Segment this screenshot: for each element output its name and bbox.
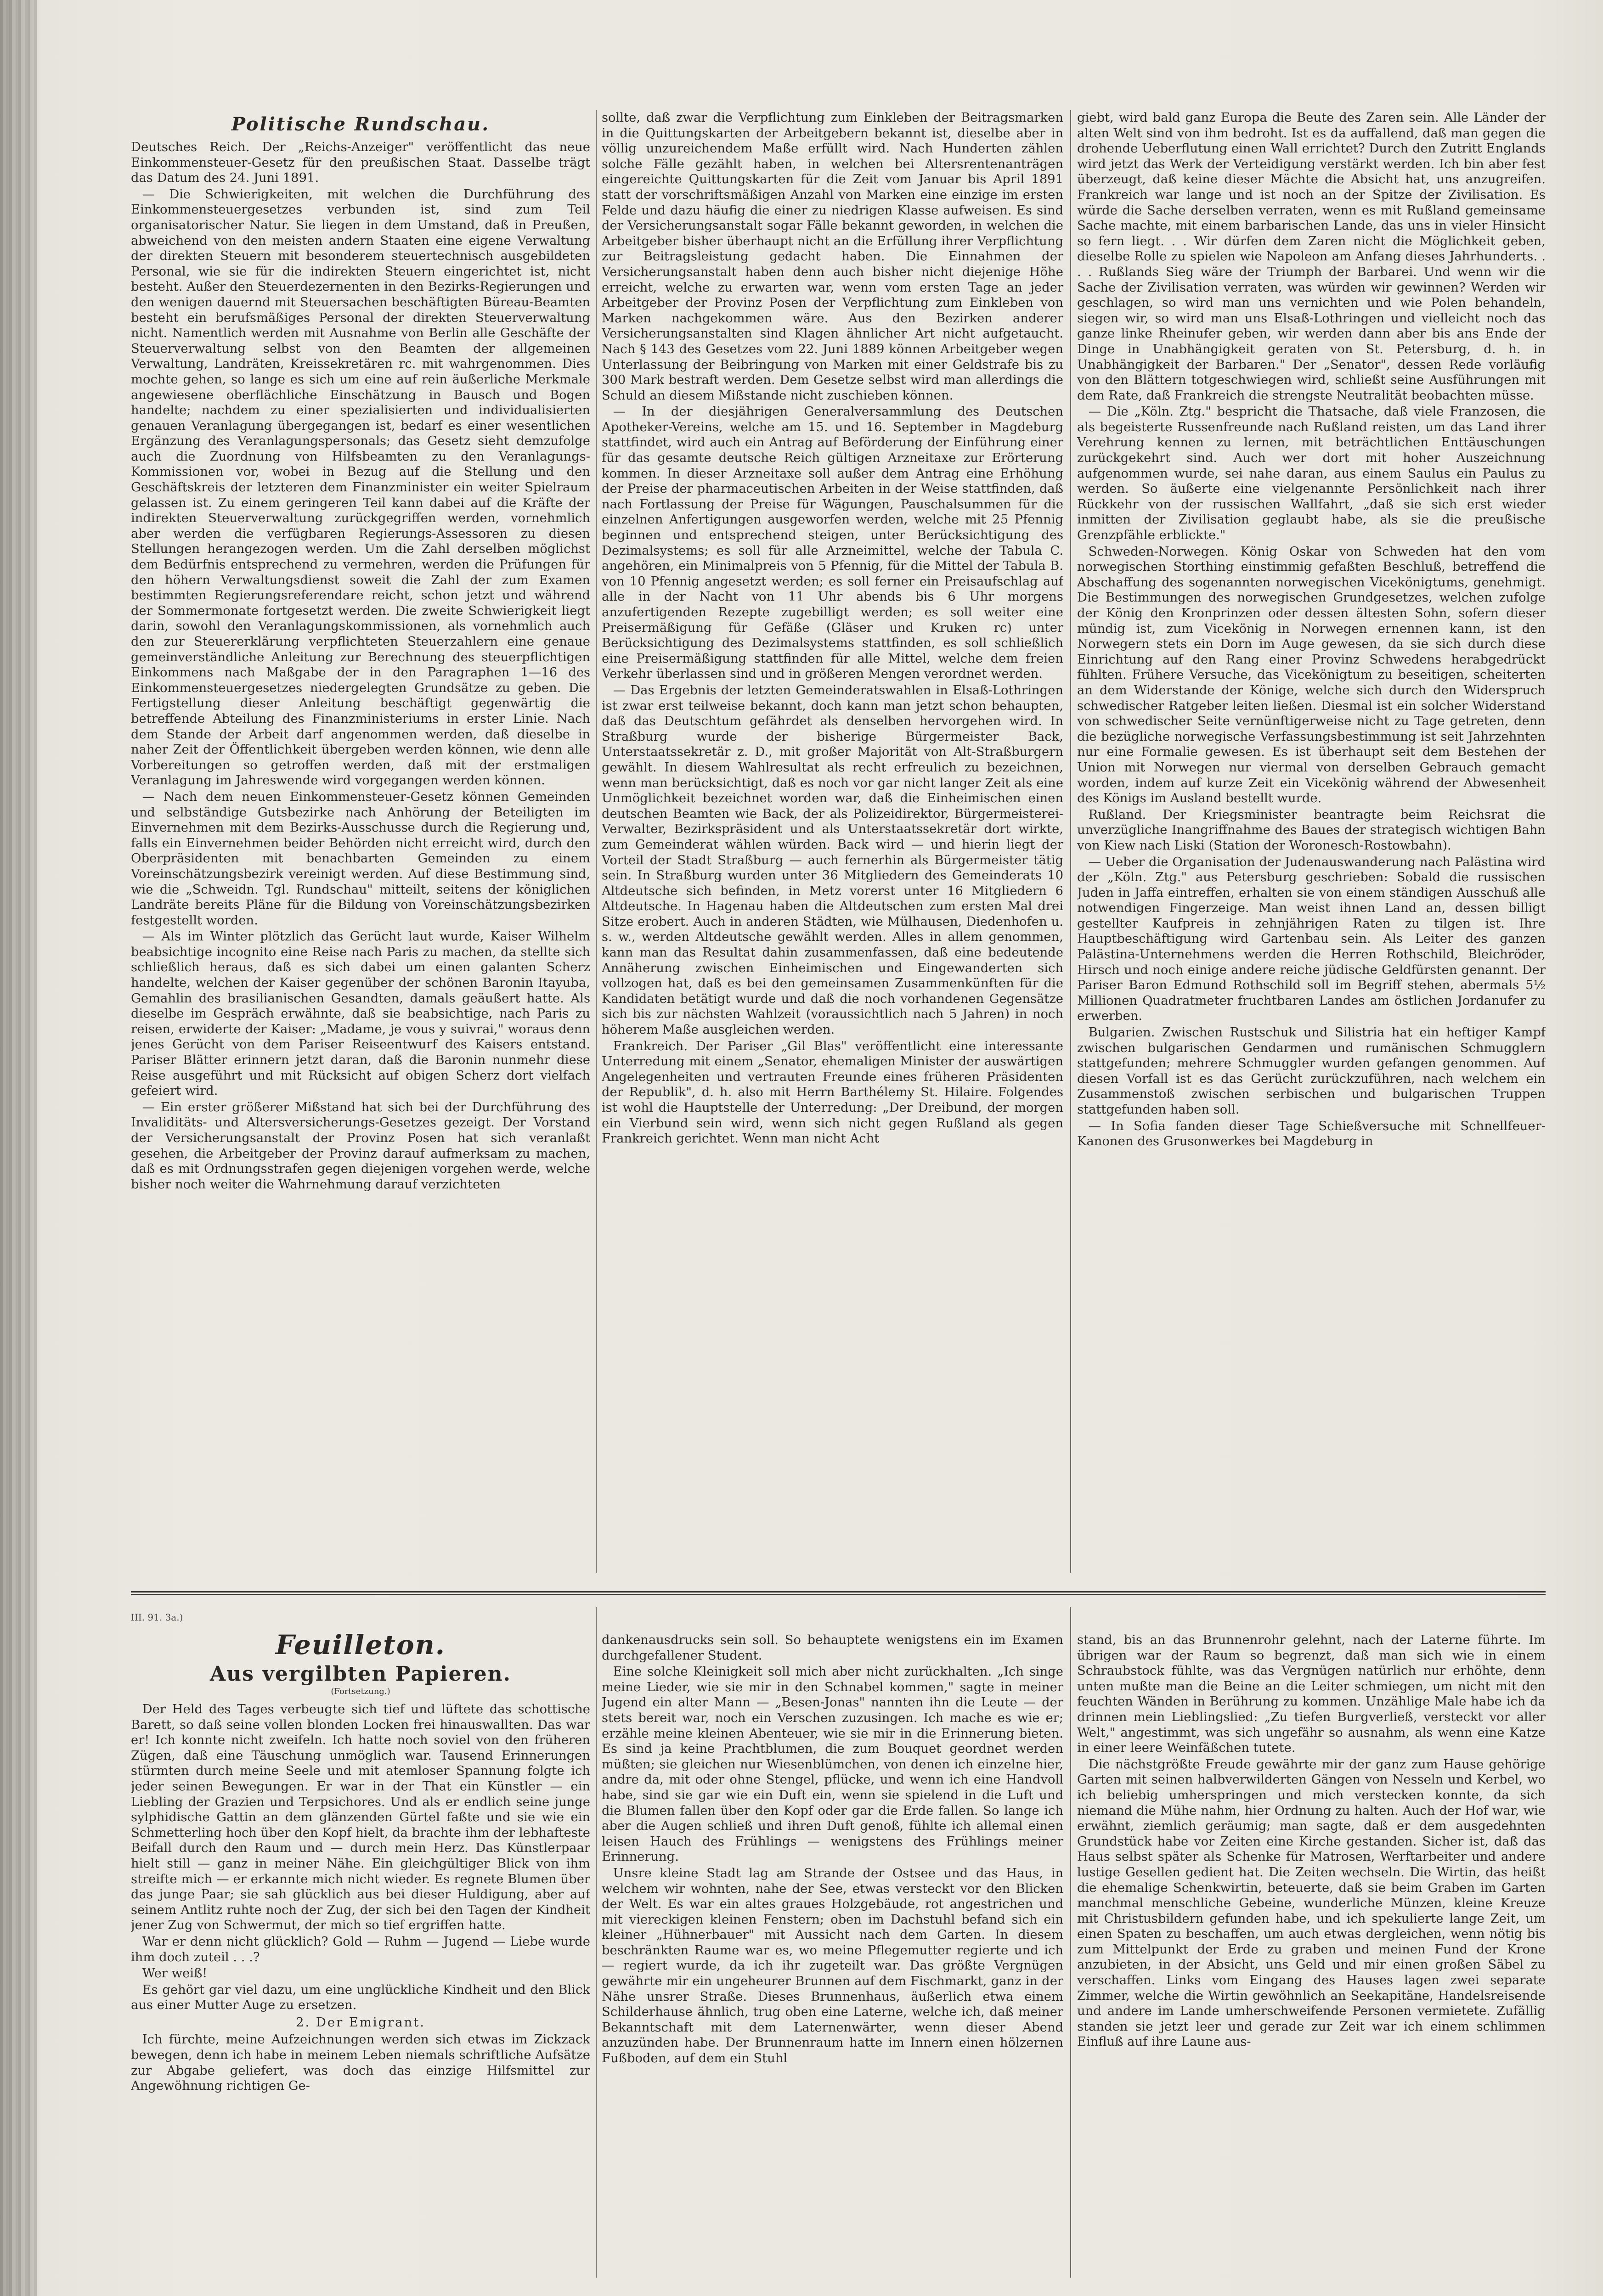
story-paragraph: Eine solche Kleinigkeit soll mich aber nicht zurückhalten. „Ich singe meine Lieder, wie sie mir in den Schnabel kommen," sagte in meiner Jugend ein alter Mann — „Besen-Jonas" nannten ihn die Leute — der stets bereit war, noch ein Verschen zuzusingen. Ich mache es wie er; erzähle meine kleinen Abenteuer, wie sie mir in die Erinnerung bieten. Es sind ja keine Prachtblumen, die zum Bouquet geordnet werden müßten; sie gleichen nur Wiesenblümchen, von denen ich einzelne hier, andre da, mit oder ohne Stengel, pflücke, und wenn ich eine Handvoll habe, sind sie gar wie ein Duft ein, wenn sie spielend in die Luft und die Blumen fallen über den Kopf oder gar die Erde fallen. So lange ich aber die Augen schließ und ihren Duft genoß, fühlte ich allemal einen leisen Hauch des Frühlings — wenigstens des Frühlings meiner Erinnerung.	[602, 1665, 1063, 1864]
article-paragraph: — In Sofia fanden dieser Tage Schießversuche mit Schnellfeuer-Kanonen des Grusonwerkes bei Magdeburg in	[1077, 1119, 1546, 1149]
article-paragraph: — Das Ergebnis der letzten Gemeinderatswahlen in Elsaß-Lothringen ist zwar erst teilweise bekannt, doch kann man jetzt schon behaupten, daß das Deutschtum gefährdet als denselben hervorgehen wird. In Straßburg wurde der bisherige Bürgermeister Back, Unterstaatssekretär z. D., mit großer Majorität von Alt-Straßburgern gewählt. In diesem Wahlresultat als recht erfreulich zu bezeichnen, wenn man berücksichtigt, daß es noch vor gar nicht langer Zeit als eine Unmöglichkeit bezeichnet worden war, daß die Einheimischen einen deutschen Beamten wie Back, der als Polizeidirektor, Bürgermeisterei-Verwalter, Bezirkspräsident und als Unterstaatssekretär dort wirkte, zum Gemeinderat wählen würden. Back wird — und hierin liegt der Vorteil der Stadt Straßburg — auch fernerhin als Bürgermeister tätig sein. In Straßburg wurden unter 36 Mitgliedern des Gemeinderats 10 Altdeutsche sich befinden, in Metz vorerst unter 16 Mitgliedern 6 Altdeutsche. In Hagenau haben die Altdeutschen zum ersten Mal drei Sitze erobert. Auch in anderen Städten, wie Mülhausen, Diedenhofen u. s. w., werden Altdeutsche gewählt werden. Alles in allem genommen, kann man das Resultat dahin zusammenfassen, daß eine bedeutende Annäherung zwischen Einheimischen und Eingewanderten sich vollzogen hat, daß es bei den gemeinsamen Zusammenkünften für die Kandidaten betätigt wurde und daß die noch vorhandenen Gegensätze sich bis zur nächsten Wahlzeit (voraussichtlich nach 5 Jahren) in noch höherem Maße ausgleichen werden.	[602, 683, 1063, 1037]
story-paragraph: Der Held des Tages verbeugte sich tief und lüftete das schottische Barett, so daß seine vollen blonden Locken frei hinauswallten. Das war er! Ich konnte nicht zweifeln. Ich hatte noch soviel von den früheren Zügen, daß eine Täuschung unmöglich war. Tausend Erinnerungen stürmten durch meine Seele und mit atemloser Spannung folgte ich jeder seinen Bewegungen. Er war in der That ein Künstler — ein Liebling der Grazien und Terpsichores. Und als er endlich seine junge sylphidische Gattin an dem glänzenden Gürtel faßte und sie wie ein Schmetterling hoch über den Kopf hielt, da brachte ihm der lebhafteste Beifall durch den Raum und — durch mein Herz. Das Künstlerpaar hielt still — ganz in meiner Nähe. Ein gleichgültiger Blick von ihm streifte mich — er erkannte mich nicht wieder. Es regnete Blumen über das junge Paar; sie sah glücklich aus bei dieser Huldigung, aber auf seinem Antlitz ruhte noch der Zug, der sich bei den Tagen der Kindheit jener Zug von Schwermut, der mich so tief ergriffen hatte.	[131, 1702, 590, 1933]
article-paragraph: — Die „Köln. Ztg." bespricht die Thatsache, daß viele Franzosen, die als begeisterte Russenfreunde nach Rußland reisten, um das Land ihrer Verehrung kennen zu lernen, mit beträchtlichen Enttäuschungen zurückgekehrt sind. Auch wer dort mit hoher Auszeichnung aufgenommen wurde, sei nahe daran, aus einem Saulus ein Paulus zu werden. So äußerte eine vielgenannte Persönlichkeit nach ihrer Rückkehr von der russischen Wallfahrt, „daß sie sich erst wieder inmitten der Zivilisation geglaubt habe, als sie die preußische Grenzpfähle erblickte."	[1077, 405, 1546, 543]
binding-edge	[0, 0, 37, 2296]
article-paragraph: giebt, wird bald ganz Europa die Beute des Zaren sein. Alle Länder der alten Welt sind von ihm bedroht. Ist es da auffallend, daß man gegen die drohende Ueberflutung einen Wall errichtet? Durch den Zutritt Englands wird jetzt das Werk der Verteidigung verstärkt werden. Ich bin aber fest überzeugt, daß keine dieser Mächte die Absicht hat, uns anzugreifen. Frankreich war lange und ist noch an der Spitze der Zivilisation. Es würde die Sache derselben verraten, wenn es mit Rußland gemeinsame Sache machte, mit einem barbarischen Lande, das uns in vieler Hinsicht so fern liegt. . . Wir dürfen dem Zaren nicht die Möglichkeit geben, dieselbe Rolle zu spielen wie Napoleon am Anfang dieses Jahrhunderts. . . . Rußlands Sieg wäre der Triumph der Barbarei. Und wenn wir die Sache der Zivilisation verraten, was würden wir gewinnen? Werden wir geschlagen, so wird man uns vernichten und wie Polen behandeln, siegen wir, so wird man uns Elsaß-Lothringen und vielleicht noch das ganze linke Rheinufer geben, wir werden dann aber bis ans Ende der Dinge in Unabhängigkeit geraten von St. Petersburg, d. h. in Unabhängigkeit der Barbaren." Der „Senator", dessen Rede vorläufig von den Blättern totgeschwiegen wird, schließt seine Ausführungen mit dem Rate, daß Frankreich die strengste Neutralität beobachten müsse.	[1077, 111, 1546, 403]
feuilleton-divider	[131, 1591, 1546, 1595]
article-paragraph: — Ein erster größerer Mißstand hat sich bei der Durchführung des Invaliditäts- und Altersversicherungs-Gesetzes gezeigt. Der Vorstand der Versicherungsanstalt der Provinz Posen hat sich veranlaßt gesehen, die Arbeitgeber der Provinz darauf aufmerksam zu machen, daß es mit Ordnungsstrafen gegen diejenigen vorgehen werde, welche bisher noch weiter die Wahrnehmung darauf verzichteten	[131, 1100, 590, 1192]
feuilleton-column-1	[131, 1662, 590, 2278]
article-paragraph: — Ueber die Organisation der Judenauswanderung nach Palästina wird der „Köln. Ztg." aus Petersburg geschrieben: Sobald die russischen Juden in Jaffa eintreffen, erhalten sie von einem ständigen Ausschuß alle notwendigen Fingerzeige. Man weist ihnen Land an, dessen billigt gestellter Kaufpreis in zehnjährigen Raten zu tilgen ist. Ihre Hauptbeschäftigung wird Gartenbau sein. Als Leiter des ganzen Palästina-Unternehmens werden die Herren Rothschild, Bleichröder, Hirsch und noch einige andere reiche jüdische Geldfürsten genannt. Der Pariser Baron Edmund Rothschild soll im Begriff stehen, abermals 5½ Millionen Quadratmeter fruchtbaren Landes am östlichen Jordanufer zu erwerben.	[1077, 855, 1546, 1024]
story-paragraph: War er denn nicht glücklich? Gold — Ruhm — Jugend — Liebe wurde ihm doch zuteil . . .?	[131, 1934, 590, 1964]
continuation-note: (Fortsetzung.)	[331, 1687, 390, 1696]
article-paragraph: — Als im Winter plötzlich das Gerücht laut wurde, Kaiser Wilhelm beabsichtige incognito eine Reise nach Paris zu machen, da stellte sich schließlich heraus, daß es sich dabei um einen galanten Scherz handelte, welchen der Kaiser gegenüber der schönen Baronin Itayuba, Gemahlin des brasilianischen Gesandten, damals geäußert hatte. Als dieselbe im Gespräch erwähnte, daß sie beabsichtige, nach Paris zu reisen, erwiderte der Kaiser: „Madame, je vous y suivrai," woraus denn jenes Gerücht von dem Pariser Reiseentwurf des Kaisers entstand. Pariser Blätter erinnern jetzt daran, daß die Baronin nunmehr diese Reise ausgeführt und mit Rücksicht auf obigen Scherz dort vielfach gefeiert wird.	[131, 929, 590, 1098]
feuilleton-title: Feuilleton.	[276, 1630, 446, 1658]
story-paragraph: Die nächstgrößte Freude gewährte mir der ganz zum Hause gehörige Garten mit seinen halbverwilderten Gängen von Nesseln und Kerbel, wo ich beliebig umherspringen und mich verstecken konnte, da sich niemand die Mühe nahm, hier Ordnung zu halten. Auch der Hof war, wie erwähnt, ziemlich geräumig; man sagte, daß er dem ausgedehnten Grundstück habe vor Zeiten eine Kirche gestanden. Sicher ist, daß das Haus selbst später als Schenke für Matrosen, Werftarbeiter und andere lustige Gesellen gedient hat. Die Zeiten wechseln. Die Wirtin, das heißt die ehemalige Schenkwirtin, beteuerte, daß sie beim Graben im Garten manchmal menschliche Gebeine, wunderliche Münzen, kleine Kreuze mit Christusbildern gefunden habe, und ich spekulierte lange Zeit, um einen Spaten zu beschaffen, um auch etwas dergleichen, wenn nötig bis zum Mittelpunkt der Erde zu graben und meinen Fund der Krone anzubieten, in der Absicht, uns Geld und mir einen großen Säbel zu verschaffen. Links vom Eingang des Hauses lagen zwei separate Zimmer, welche die Wirtin gewöhnlich an Seekapitäne, Handelsreisende und andere im Lande umherschweifende Personen vermietete. Zufällig standen sie jetzt leer und gerade zur Zeit war ich einem schlimmen Einfluß auf ihre Laune aus-	[1077, 1757, 1546, 2049]
article-paragraph: Deutsches Reich. Der „Reichs-Anzeiger" veröffentlicht das neue Einkommensteuer-Gesetz für den preußischen Staat. Dasselbe trägt das Datum des 24. Juni 1891.	[131, 140, 590, 186]
column-divider	[1070, 1607, 1071, 2278]
story-paragraph: Ich fürchte, meine Aufzeichnungen werden sich etwas im Zickzack bewegen, denn ich habe in meinem Leben niemals schriftliche Aufsätze zur Abgabe geliefert, was doch das einzige Hilfsmittel zur Angewöhnung richtigen Ge-	[131, 2032, 590, 2093]
article-paragraph: Rußland. Der Kriegsminister beantragte beim Reichsrat die unverzügliche Inangriffnahme des Baues der strategisch wichtigen Bahn von Kiew nach Liski (Station der Woronesch-Rostowbahn).	[1077, 807, 1546, 853]
article-paragraph: — Nach dem neuen Einkommensteuer-Gesetz können Gemeinden und selbständige Gutsbezirke nach Anhörung der Beteiligten im Einvernehmen mit dem Bezirks-Ausschusse durch die Regierung und, falls ein Einvernehmen beider Behörden nicht erreicht wird, durch den Oberpräsidenten mit benachbarten Gemeinden zu einem Voreinschätzungsbezirk vereinigt werden. Auf diese Bestimmung sind, wie die „Schweidn. Tgl. Rundschau" mitteilt, seitens der königlichen Landräte bereits Pläne für die Bildung von Voreinschätzungsbezirken festgestellt worden.	[131, 789, 590, 928]
column-divider	[1070, 110, 1071, 1573]
story-paragraph: dankenausdrucks sein soll. So behauptete wenigstens ein im Examen durchgefallener Student.	[602, 1633, 1063, 1663]
story-paragraph: Wer weiß!	[142, 1966, 208, 1981]
column-1	[131, 110, 590, 1573]
feuilleton-column-2	[602, 1632, 1063, 2278]
article-paragraph: — In der diesjährigen Generalversammlung des Deutschen Apotheker-Vereins, welche am 15. und 16. September in Magdeburg stattfindet, wird auch ein Antrag auf Beförderung der Einführung einer für das gesamte deutsche Reich gültigen Arzneitaxe zur Erörterung kommen. In dieser Arzneitaxe soll außer dem Antrag eine Erhöhung der Preise der pharmaceutischen Arbeiten in der Weise stattfinden, daß nach Fortlassung der Preise für Wägungen, Pauschalsummen für die einzelnen Anfertigungen ausgeworfen werden, welche mit 25 Pfennig beginnen und entsprechend steigen, unter Berücksichtigung des Dezimalsystems; es soll für alle Arzneimittel, welche der Tabula C. angehören, ein Minimalpreis von 5 Pfennig, für die Mittel der Tabula B. von 10 Pfennig angesetzt werden; es soll ferner ein Preisaufschlag auf alle in der Nacht von 11 Uhr abends bis 6 Uhr morgens anzufertigenden Rezepte zugebilligt werden; es soll weiter eine Preisermäßigung für Gefäße (Gläser und Kruken rc) unter Berücksichtigung des Dezimalsystems stattfinden, es soll schließlich eine Preisermäßigung stattfinden für alle Mittel, welche dem freien Verkehr überlassen sind und in größeren Mengen verordnet werden.	[602, 405, 1063, 681]
story-title: Aus vergilbten Papieren.	[210, 1662, 511, 1686]
story-paragraph: stand, bis an das Brunnenrohr gelehnt, nach der Laterne führte. Im übrigen war der Raum so begrenzt, daß man sich wie in einem Schraubstock fühlte, was das Vergnügen natürlich nur erhöhte, denn unten mußte man die Beine an die Leiter schmiegen, um nicht mit den feuchten Wänden in Berührung zu kommen. Unzählige Male habe ich da drinnen mein Lieblingslied: „Zu tiefen Burgverließ, versteckt vor aller Welt," angestimmt, was sich ungefähr so ausnahm, als wenn eine Katze in einer leere Weinfäßchen tutete.	[1077, 1633, 1546, 1756]
article-paragraph: Schweden-Norwegen. König Oskar von Schweden hat den vom norwegischen Storthing einstimmig gefaßten Beschluß, betreffend die Abschaffung des sogenannten norwegischen Vicekönigtums, genehmigt. Die Bestimmungen des norwegischen Grundgesetzes, welchen zufolge der König den Kronprinzen oder dessen ältesten Sohn, sofern dieser mündig ist, zum Vicekönig in Norwegen ernennen kann, ist den Norwegern stets ein Dorn im Auge gewesen, da sie sich durch diese Einrichtung auf den Rang einer Provinz Schwedens herabgedrückt fühlten. Frühere Versuche, das Vicekönigtum zu beseitigen, scheiterten an dem Widerstande der Könige, welche sich durch den Widerspruch schwedischer Ratgeber leiten ließen. Diesmal ist ein solcher Widerstand von schwedischer Seite vernünftigerweise nicht zu Tage getreten, denn die bezügliche norwegische Verfassungsbestimmung ist seit Jahrzehnten nur eine Formalie gewesen. Es ist überhaupt seit dem Bestehen der Union mit Norwegen nur viermal von derselben Gebrauch gemacht worden, indem auf kurze Zeit ein Vicekönig während der Abwesenheit des Königs im Ausland bestellt wurde.	[1077, 544, 1546, 806]
column-divider	[596, 1607, 597, 2278]
issue-signature: III. 91. 3a.)	[131, 1612, 183, 1623]
article-paragraph: sollte, daß zwar die Verpflichtung zum Einkleben der Beitragsmarken in die Quittungskarten der Arbeitgebern bekannt ist, dieselbe aber in völlig unzureichendem Maße erfüllt wird. Nach Hunderten zählen solche Fälle gezählt haben, in welchen bei Altersrentenanträgen eingereichte Quittungskarten für die Zeit vom Januar bis April 1891 statt der vorschriftsmäßigen Anzahl von Marken eine einzige im ersten Felde und dazu häufig die einer zu niedrigen Klasse aufweisen. Es sind der Versicherungsanstalt sogar Fälle bekannt geworden, in welchen die Arbeitgeber bisher überhaupt nicht an die Erfüllung ihrer Verpflichtung zur Beitragsleistung gedacht haben. Die Einnahmen der Versicherungsanstalt haben denn auch bisher nicht diejenige Höhe erreicht, welche zu erwarten war, wenn vom ersten Tage an jeder Arbeitgeber der Provinz Posen der Verpflichtung zum Einkleben von Marken nachgekommen wäre. Aus den Bezirken anderer Versicherungsanstalten sind Klagen ähnlicher Art nicht aufgetaucht. Nach § 143 des Gesetzes vom 22. Juni 1889 können Arbeitgeber wegen Unterlassung der Beibringung von Marken mit einer Geldstrafe bis zu 300 Mark bestraft werden. Dem Gesetze selbst wird man allerdings die Schuld an diesem Mißstande nicht zuschieben können.	[602, 111, 1063, 403]
column-divider	[596, 110, 597, 1573]
story-paragraph: Es gehört gar viel dazu, um eine unglückliche Kindheit und den Blick aus einer Mutter Auge zu ersetzen.	[131, 1982, 590, 2013]
feuilleton-header	[131, 1630, 590, 1658]
section-title: Politische Rundschau.	[231, 113, 490, 135]
column-2	[602, 110, 1063, 1573]
article-paragraph: — Die Schwierigkeiten, mit welchen die Durchführung des Einkommensteuergesetzes verbunden ist, sind zum Teil organisatorischer Natur. Sie liegen in dem Umstand, daß in Preußen, abweichend von den meisten andern Staaten eine eigene Verwaltung der direkten Steuern mit besonderem steuertechnisch ausgebildeten Personal, wie sie für die indirekten Steuern eingerichtet ist, nicht besteht. Außer den Steuerdezernenten in den Bezirks-Regierungen und den wenigen dauernd mit Steuersachen beschäftigten Büreau-Beamten besteht ein berufsmäßiges Personal der direkten Steuerverwaltung nicht. Namentlich werden mit Ausnahme von Berlin alle Geschäfte der Steuerverwaltung selbst von den Beamten der allgemeinen Verwaltung, Landräten, Kreissekretären rc. mit wahrgenommen. Dies mochte gehen, so lange es sich um eine auf rein äußerliche Merkmale angewiesene oberflächliche Einschätzung in Bausch und Bogen handelte; nachdem zu einer spezialisierten und individualisierten genauen Veranlagung übergegangen ist, bedarf es einer wesentlichen Ergänzung des Veranlagungspersonals; das Gesetz sieht demzufolge auch die Zuordnung von Hilfsbeamten zu den Veranlagungs-Kommissionen vor, wobei in Bezug auf die Stellung und den Geschäftskreis der letzteren dem Finanzminister ein weiter Spielraum gelassen ist. Zu einem geringeren Teil kann dabei auf die Kräfte der indirekten Steuerverwaltung zurückgegriffen werden, vornehmlich aber werden die verfügbaren Regierungs-Assessoren zu diesen Stellungen herangezogen werden. Um die Zahl derselben möglichst dem Bedürfnis entsprechend zu vermehren, werden die Prüfungen für den höhern Verwaltungsdienst soweit die Zahl der zum Examen bestimmten Regierungsreferendare reicht, schon jetzt und während der Sommermonate fortgesetzt werden. Die zweite Schwierigkeit liegt darin, sowohl den Veranlagungskommissionen, als vornehmlich auch den zur Steuererklärung verpflichteten Steuerzahlern eine genaue gemeinverständliche Anleitung zur Berechnung des steuerpflichtigen Einkommens nach Maßgabe der in den Paragraphen 1—16 des Einkommensteuergesetzes niedergelegten Grundsätze zu geben. Die Fertigstellung dieser Anleitung beschäftigt gegenwärtig die betreffende Abteilung des Finanzministeriums in erster Linie. Nach dem Stande der Arbeit darf angenommen werden, daß dieselbe in naher Zeit der Öffentlichkeit übergeben werden können, wie denn alle Vorbereitungen so getroffen werden, daß mit der erstmaligen Veranlagung im Jahreswende wird vorgegangen werden können.	[131, 187, 590, 788]
story-paragraph: Unsre kleine Stadt lag am Strande der Ostsee und das Haus, in welchem wir wohnten, nahe der See, etwas versteckt vor den Blicken der Welt. Es war ein altes graues Holzgebäude, rot angestrichen und mit viereckigen kleinen Fenstern; oben im Dachstuhl befand sich ein kleiner „Hühnerbauer" mit Aussicht nach dem Garten. In diesem beschränkten Raume war es, wo meine Pflegemutter regierte und ich — regiert wurde, da ich ihr zugeteilt war. Das größte Vergnügen gewährte mir ein ungeheurer Brunnen auf dem Fischmarkt, ganz in der Nähe unsrer Straße. Dieses Brunnenhaus, äußerlich etwa einem Schilderhause ähnlich, trug oben eine Laterne, welche ich, daß meiner Bekanntschaft mit dem Laternenwärter, wenn dieser Abend anzuzünden habe. Der Brunnenraum hatte im Innern einen hölzernen Fußboden, auf dem ein Stuhl	[602, 1866, 1063, 2066]
chapter-heading: 2. Der Emigrant.	[296, 2015, 425, 2030]
feuilleton-column-3	[1077, 1632, 1546, 2278]
article-paragraph: Frankreich. Der Pariser „Gil Blas" veröffentlicht eine interessante Unterredung mit einem „Senator, ehemaligen Minister der auswärtigen Angelegenheiten und vertrauten Freunde eines früheren Präsidenten der Republik", d. h. also mit Herrn Barthélemy St. Hilaire. Folgendes ist wohl die Hauptstelle der Unterredung: „Der Dreibund, der morgen ein Vierbund sein wird, wenn sich nicht gegen Rußland als gegen Frankreich gerichtet. Wenn man nicht Acht	[602, 1039, 1063, 1146]
column-3	[1077, 110, 1546, 1573]
article-paragraph: Bulgarien. Zwischen Rustschuk und Silistria hat ein heftiger Kampf zwischen bulgarischen Gendarmen und rumänischen Schmugglern stattgefunden; mehrere Schmuggler wurden gefangen genommen. Auf diesen Vorfall ist es das Gerücht zurückzuführen, nach welchem ein Zusammenstoß zwischen serbischen und bulgarischen Truppen stattgefunden haben soll.	[1077, 1025, 1546, 1117]
